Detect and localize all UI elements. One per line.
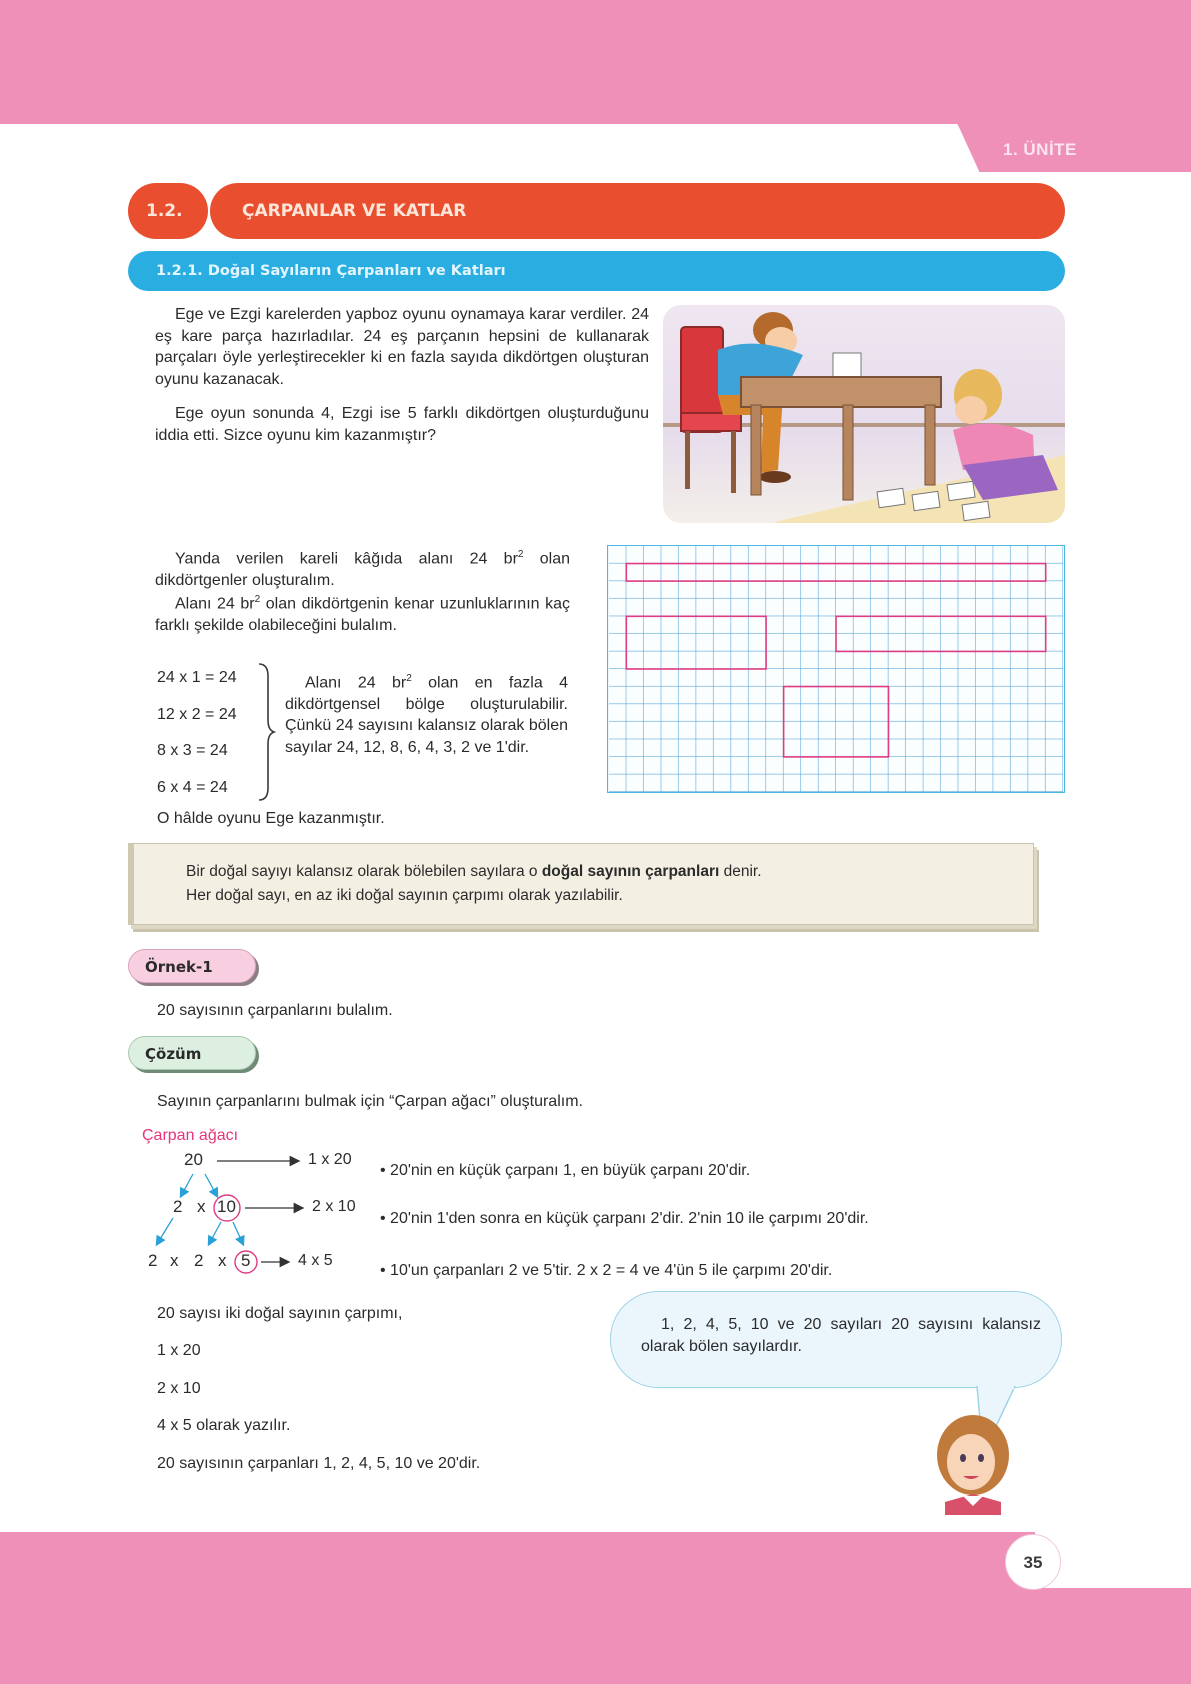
subsection-title: 1.2.1. Doğal Sayıların Çarpanları ve Katları xyxy=(128,251,1065,291)
intro-paragraph-1: Ege ve Ezgi karelerden yapboz oyunu oynamaya karar verdiler. 24 eş kare parça hazırladılar. 24 eş parçanın hepsini de kullanarak parçaları öyle yerleştirecekler ki en fazla sayıda dikdörtgen oluşturan oyunu kazanacak. xyxy=(155,306,649,388)
definition-box xyxy=(128,843,1034,925)
page-number: 35 xyxy=(1005,1534,1061,1590)
children-illustration xyxy=(663,305,1065,523)
tree-operator: x xyxy=(197,1197,206,1216)
grid-paragraph-1: Yanda verilen kareli kâğıda alanı 24 $br^2$ olan dikdörtgenler oluşturalım. xyxy=(155,549,571,589)
summary-line: 20 sayısının çarpanları 1, 2, 4, 5, 10 ve 20'dir. xyxy=(157,1455,481,1472)
equation-list xyxy=(157,660,237,806)
tree-node: 5 xyxy=(241,1251,251,1270)
summary-line: 2 x 10 xyxy=(157,1380,201,1397)
section-title: ÇARPANLAR VE KATLAR xyxy=(210,183,1065,239)
tree-result: 2 x 10 xyxy=(312,1198,356,1215)
solution-label: Çözüm xyxy=(128,1036,256,1070)
tree-explanation: • 20'nin 1'den sonra en küçük çarpanı 2'dir. 2'nin 10 ile çarpımı 20'dir. xyxy=(380,1210,869,1227)
section-header xyxy=(128,183,1065,239)
tree-operator: x xyxy=(170,1251,179,1270)
summary-line: 20 sayısı iki doğal sayının çarpımı, xyxy=(157,1305,403,1322)
tree-result: 1 x 20 xyxy=(308,1151,352,1168)
girl-avatar xyxy=(925,1410,1020,1515)
solution-intro: Sayının çarpanlarını bulmak için “Çarpan ağacı” oluşturalım. xyxy=(157,1093,583,1110)
unit-tab xyxy=(945,100,1191,172)
equation-note: Alanı 24 $br^2$ olan en fazla 4 dikdörtgensel bölge oluşturulabilir. Çünkü 24 sayısını kalansız olarak bölen sayılar 24, 12, 8, 6, 4, 3, 2 ve 1'dir. xyxy=(285,673,568,756)
definition-line-1: Bir doğal sayıyı kalansız olarak bölebilen sayılara o doğal sayının çarpanları denir. xyxy=(186,863,762,880)
children-playing-icon xyxy=(663,305,1065,523)
tree-node: 2 xyxy=(194,1251,204,1270)
tree-node: 2 xyxy=(148,1251,158,1270)
grid-conclusion: O hâlde oyunu Ege kazanmıştır. xyxy=(157,810,385,827)
tree-result: 4 x 5 xyxy=(298,1252,333,1269)
intro-paragraph-2: Ege oyun sonunda 4, Ezgi ise 5 farklı dikdörtgen oluşturduğunu iddia etti. Sizce oyunu kim kazanmıştır? xyxy=(155,405,649,444)
example-problem: 20 sayısının çarpanlarını bulalım. xyxy=(157,1002,393,1019)
speech-bubble xyxy=(610,1291,1062,1388)
summary-line: 1 x 20 xyxy=(157,1342,201,1359)
grid-paper xyxy=(607,545,1065,793)
speech-bubble-text: 1, 2, 4, 5, 10 ve 20 sayıları 20 sayısını kalansız olarak bölen sayılardır. xyxy=(641,1316,1041,1355)
tree-node: 2 xyxy=(173,1197,183,1216)
factor-tree xyxy=(145,1150,405,1285)
equation: 6 x 4 = 24 xyxy=(157,778,228,796)
example-label: Örnek-1 xyxy=(128,949,256,983)
tree-node: 10 xyxy=(217,1197,236,1216)
summary-line: 4 x 5 olarak yazılır. xyxy=(157,1417,291,1434)
factor-tree-arrows xyxy=(145,1150,405,1285)
equation: 12 x 2 = 24 xyxy=(157,705,237,723)
tree-root: 20 xyxy=(184,1150,203,1169)
grid-paragraph-2: Alanı 24 $br^2$ olan dikdörtgenin kenar uzunluklarının kaç farklı şekilde olabileceğini bulalım. xyxy=(155,594,571,634)
right-brace-icon xyxy=(256,662,276,802)
unit-label: 1. ÜNİTE xyxy=(1003,140,1077,159)
equation: 24 x 1 = 24 xyxy=(157,669,237,686)
definition-line-2: Her doğal sayı, en az iki doğal sayının çarpımı olarak yazılabilir. xyxy=(186,887,623,904)
tree-explanation: • 20'nin en küçük çarpanı 1, en büyük çarpanı 20'dir. xyxy=(380,1162,751,1179)
equation: 8 x 3 = 24 xyxy=(157,742,228,759)
grid-rectangles xyxy=(608,546,1064,792)
factor-tree-label: Çarpan ağacı xyxy=(142,1127,239,1144)
section-number: 1.2. xyxy=(128,183,208,239)
tree-explanation: • 10'un çarpanları 2 ve 5'tir. 2 x 2 = 4 ve 4'ün 5 ile çarpımı 20'dir. xyxy=(380,1262,833,1279)
tree-operator: x xyxy=(218,1251,227,1270)
